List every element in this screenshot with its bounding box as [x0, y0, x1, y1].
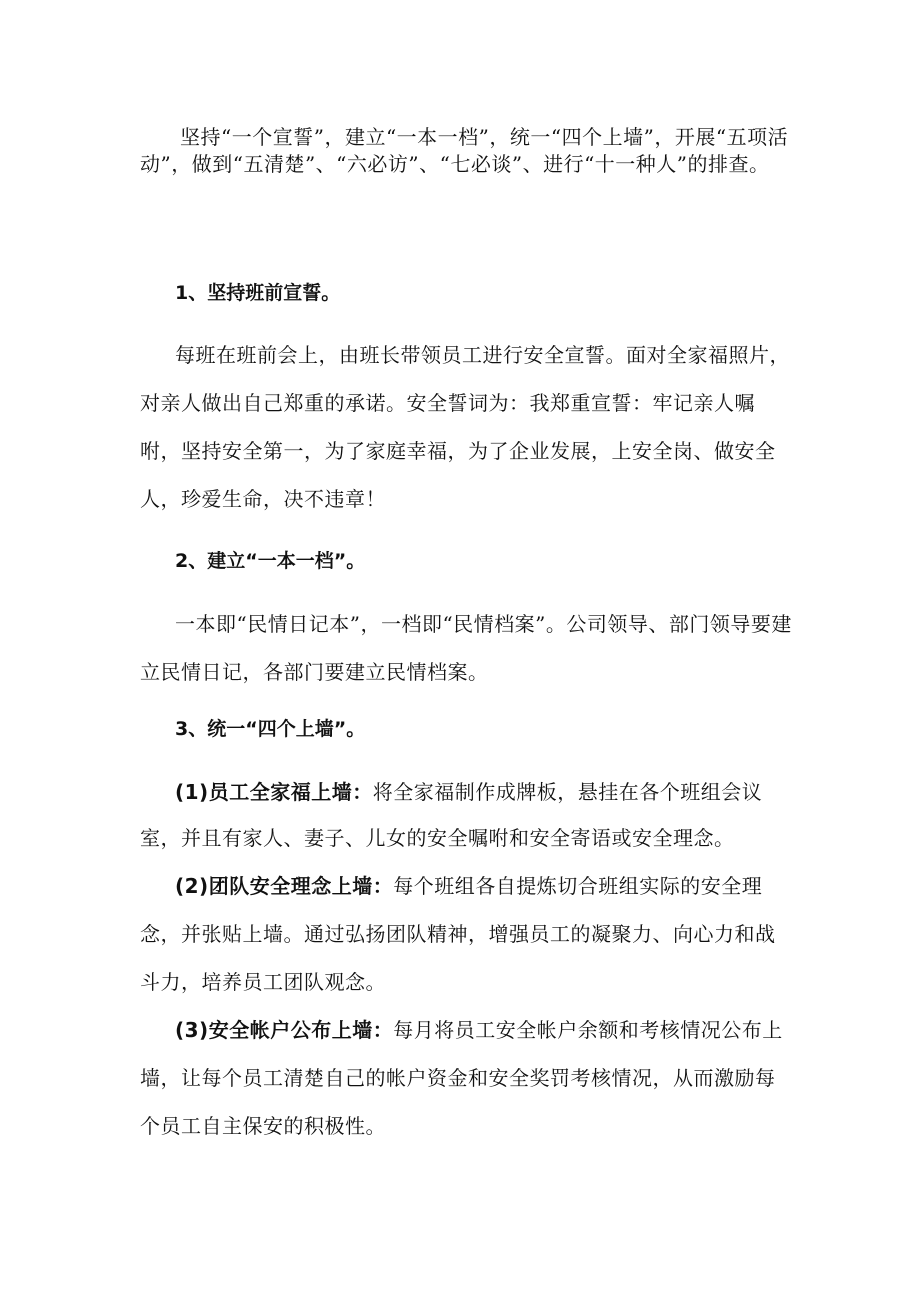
- section-body-2: 一本即“民情日记本”，一档即“民情档案”。公司领导、部门领导要建立民情日记，各部门要建立民情档案。: [140, 612, 792, 684]
- section-heading-1: 1、坚持班前宣誓。: [175, 282, 341, 304]
- list-item-label: (1)员工全家福上墙：: [175, 780, 373, 804]
- list-item-text: 每月将员工安全帐户余额和考核情况公布上墙，让每个员工清楚自己的帐户资金和安全奖罚考核情况，从而激励每个员工自主保安的积极性。: [140, 1018, 783, 1138]
- section-body-1: 每班在班前会上，由班长带领员工进行安全宣誓。面对全家福照片，对亲人做出自己郑重的承诺。安全誓词为：我郑重宣誓：牢记亲人嘱咐，坚持安全第一，为了家庭幸福，为了企业发展，上安全岗、做安全人，珍爱生命，决不违章！: [140, 343, 790, 511]
- section-heading-2: 2、建立“一本一档”。: [175, 550, 366, 572]
- section-heading-3: 3、统一“四个上墙”。: [175, 718, 366, 740]
- list-item-family-photo: [140, 769, 795, 861]
- intro-paragraph: 坚持“一个宣誓”，建立“一本一档”，统一“四个上墙”，开展“五项活动”，做到“五清楚”、“六必访”、“七必谈”、进行“十一种人”的排查。: [140, 125, 789, 176]
- list-item-safety-account: [140, 1006, 795, 1150]
- list-item-text: 将全家福制作成牌板，悬挂在各个班组会议室，并且有家人、妻子、儿女的安全嘱咐和安全寄语或安全理念。: [140, 780, 763, 850]
- list-item-team-concept: [140, 862, 795, 1006]
- list-item-text: 每个班组各自提炼切合班组实际的安全理念，并张贴上墙。通过弘扬团队精神，增强员工的凝聚力、向心力和战斗力，培养员工团队观念。: [140, 874, 776, 994]
- list-item-label: (2)团队安全理念上墙：: [175, 874, 394, 898]
- list-item-label: (3)安全帐户公布上墙：: [175, 1018, 394, 1042]
